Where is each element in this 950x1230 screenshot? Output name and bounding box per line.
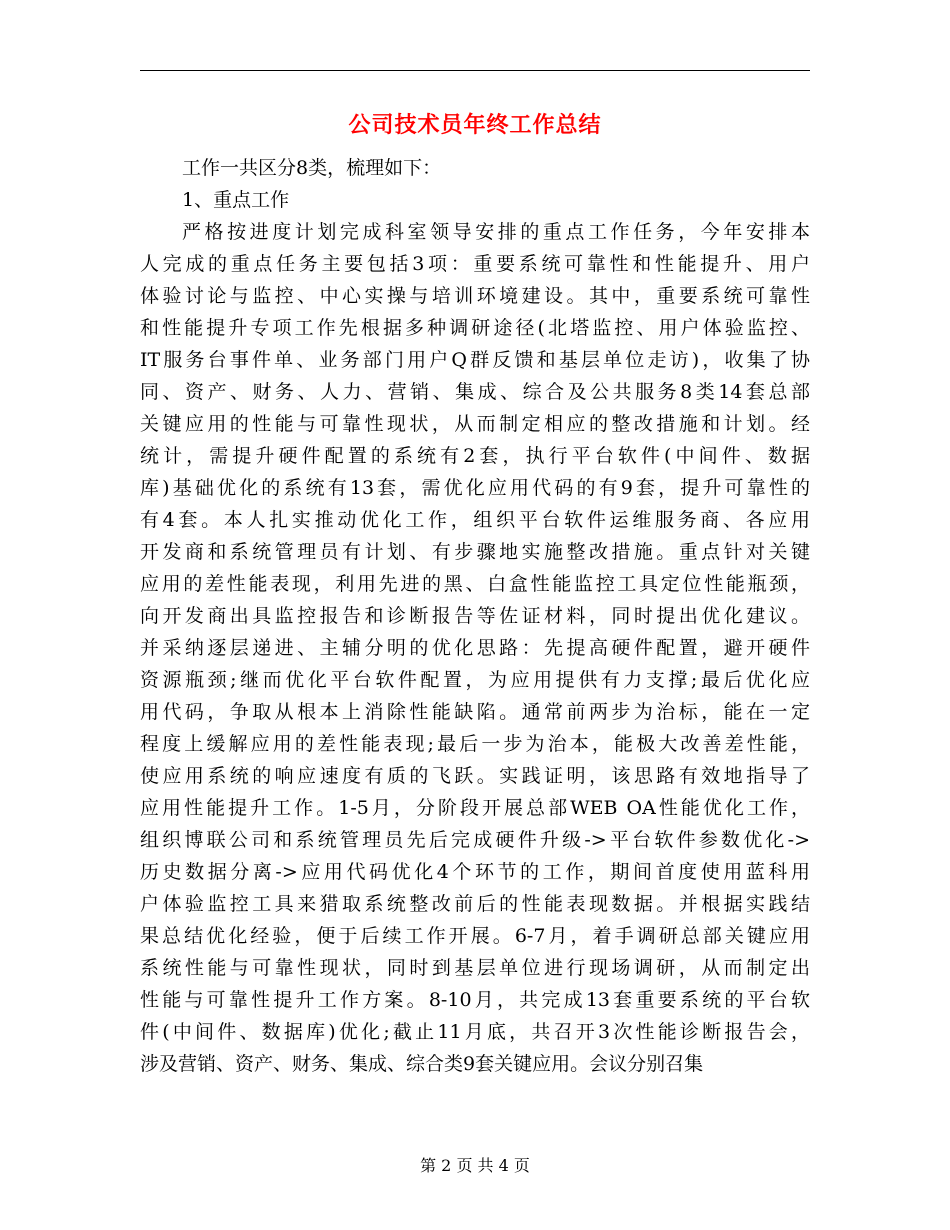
section-heading: 1、重点工作 — [182, 189, 290, 211]
paragraph-line: IT服务台事件单、业务部门用户Q群反馈和基层单位走访)，收集了协 — [140, 349, 810, 371]
paragraph-line: 向开发商出具监控报告和诊断报告等佐证材料，同时提出优化建议。 — [140, 605, 810, 627]
paragraph-line: 库)基础优化的系统有13套，需优化应用代码的有9套，提升可靠性的 — [140, 477, 810, 499]
paragraph-line: 统计，需提升硬件配置的系统有2套，执行平台软件(中间件、数据 — [140, 445, 810, 467]
paragraph-line: 同、资产、财务、人力、营销、集成、综合及公共服务8类14套总部 — [140, 381, 810, 403]
paragraph-line: 历史数据分离->应用代码优化4个环节的工作，期间首度使用蓝科用 — [140, 861, 810, 883]
paragraph-line: 性能与可靠性提升工作方案。8-10月，共完成13套重要系统的平台软 — [140, 989, 810, 1011]
paragraph-line: 件(中间件、数据库)优化;截止11月底，共召开3次性能诊断报告会， — [140, 1021, 810, 1043]
paragraph-line: 并采纳逐层递进、主辅分明的优化思路：先提高硬件配置，避开硬件 — [140, 637, 810, 659]
paragraph-line: 使应用系统的响应速度有质的飞跃。实践证明，该思路有效地指导了 — [140, 765, 810, 787]
document-body — [140, 152, 810, 1080]
document-title: 公司技术员年终工作总结 — [348, 112, 602, 138]
intro-line: 工作一共区分8类，梳理如下： — [182, 157, 442, 179]
paragraph-line: 关键应用的性能与可靠性现状，从而制定相应的整改措施和计划。经 — [140, 413, 810, 435]
paragraph-line: 开发商和系统管理员有计划、有步骤地实施整改措施。重点针对关键 — [140, 541, 810, 563]
paragraph-line: 人完成的重点任务主要包括3项：重要系统可靠性和性能提升、用户 — [140, 253, 810, 275]
paragraph-line: 应用的差性能表现，利用先进的黑、白盒性能监控工具定位性能瓶颈， — [140, 573, 810, 595]
paragraph-line: 组织博联公司和系统管理员先后完成硬件升级->平台软件参数优化-> — [140, 829, 810, 851]
paragraph-line: 严格按进度计划完成科室领导安排的重点工作任务，今年安排本 — [182, 221, 810, 243]
paragraph-line: 资源瓶颈;继而优化平台软件配置，为应用提供有力支撑;最后优化应 — [140, 669, 810, 691]
paragraph-line: 用代码，争取从根本上消除性能缺陷。通常前两步为治标，能在一定 — [140, 701, 810, 723]
paragraph-line: 体验讨论与监控、中心实操与培训环境建设。其中，重要系统可靠性 — [140, 285, 810, 307]
page-number-footer: 第 2 页 共 4 页 — [420, 1156, 530, 1175]
paragraph-line: 应用性能提升工作。1-5月，分阶段开展总部WEB OA性能优化工作， — [140, 797, 810, 819]
paragraph-line: 有4套。本人扎实推动优化工作，组织平台软件运维服务商、各应用 — [140, 509, 810, 531]
paragraph-line: 涉及营销、资产、财务、集成、综合类9套关键应用。会议分别召集 — [140, 1053, 704, 1075]
paragraph-line: 程度上缓解应用的差性能表现;最后一步为治本，能极大改善差性能， — [140, 733, 810, 755]
paragraph-line: 果总结优化经验，便于后续工作开展。6-7月，着手调研总部关键应用 — [140, 925, 810, 947]
paragraph-line: 和性能提升专项工作先根据多种调研途径(北塔监控、用户体验监控、 — [140, 317, 810, 339]
header-rule — [140, 70, 810, 71]
paragraph-line: 户体验监控工具来猎取系统整改前后的性能表现数据。并根据实践结 — [140, 893, 810, 915]
paragraph-line: 系统性能与可靠性现状，同时到基层单位进行现场调研，从而制定出 — [140, 957, 810, 979]
